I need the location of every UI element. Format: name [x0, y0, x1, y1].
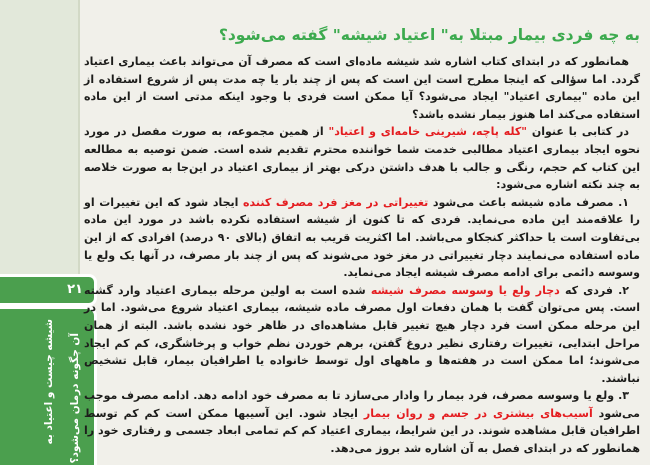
highlight-phrase: دچار ولع یا وسوسه مصرف شیشه [370, 283, 560, 297]
chapter-title-line2: آن چگونه درمان می‌شود؟ [69, 333, 81, 464]
paragraph [84, 387, 640, 457]
text-run: ایجاد شود که این تغییرات او را علاقه‌مند این ماده می‌نماید. فردی که تا کنون از شیشه استفاده نکرده باشد در مورد این ماده بی‌تفاوت است یا حداکثر کنجکاو می‌باشد. اما اکثریت قریب به اتفاق (بالای ۹۰ درصد) افرادی که از این ماده استفاده می‌نمایند دچار تغییراتی در مغز خود می‌شوند که پس از چند بار مصرف، در آنها یک ولع یا وسوسه دائمی برای ادامه مصرف شیشه ایجاد می‌نماید. [84, 195, 640, 280]
text-run: شده است به اولین مرحله بیماری اعتیاد وارد گشته است. پس می‌توان گفت با همان دفعات اول مصرف ماده شیشه، بیماری اعتیاد شروع می‌شود. اما در این مرحله ممکن است فرد دچار هیچ تغییر قابل مشاهده‌ای در ظاهر خود نشده باشد. البته از همان مراحل ابتدایی، تغییرات رفتاری نظیر دروغ گفتن، برهم خوردن نظم خواب و پرخاشگری، کم کم ایجاد می‌شوند؛ اما ممکن است در هفته‌ها و ماههای اول توسط خانواده یا اطرافیان بیمار، قابل تشخیص نباشند. [84, 283, 640, 385]
highlight-phrase: آسیب‌های بیشتری در جسم و روان بیمار [363, 406, 593, 420]
highlight-phrase: "کله پاچه، شیرینی خامه‌ای و اعتیاد" [328, 125, 527, 139]
page-number-badge: ۲۱ [0, 274, 97, 306]
paragraph [84, 194, 640, 282]
paragraph [84, 123, 640, 193]
text-run: ۳. ولع یا وسوسه مصرف، فرد بیمار را وادار می‌سازد تا به مصرف خود ادامه دهد. ادامه مصرف موجب می‌شود [84, 389, 640, 420]
text-run: همانطور که در ابتدای کتاب اشاره شد شیشه ماده‌ای است که مصرف آن می‌تواند باعث بیماری اعتیاد گردد. اما سؤالی که اینجا مطرح است این است که پس از چند بار یا چه مدت پس از شروع استفاده از این ماده "بیماری اعتیاد" ایجاد می‌شود؟ آیا ممکن است فردی با وجود اینکه مدتی است از این ماده استفاده می‌کند اما هنوز بیمار نشده باشد؟ [84, 55, 640, 121]
text-run: ایجاد شود. این آسیبها ممکن است کم کم توسط اطرافیان قابل مشاهده شوند. در این شرایط، بیماری اعتیاد کم کم تمامی ابعاد جسمی و رفتاری خود را همانطور که در ابتدای فصل به آن اشاره شد بروز می‌دهد. [84, 406, 640, 456]
text-run: از همین مجموعه، به صورت مفصل در مورد نحوه ایجاد بیماری اعتیاد مطالبی خدمت شما خواننده محترم تقدیم شده است. ضمن توصیه به مطالعه این کتاب کم حجم، رنگی و جالب با هدف داشتن درکی بهتر از بیماری اعتیاد در این‌جا به صورت خلاصه به چند نکته اشاره می‌شود: [84, 125, 640, 192]
chapter-title-line1: شیشه چیست و اعتیاد به [43, 319, 55, 445]
paragraph [84, 53, 640, 123]
chapter-title-vertical [36, 319, 88, 465]
highlight-phrase: تغییراتی در مغز فرد مصرف کننده [243, 195, 429, 209]
page-content [84, 26, 640, 458]
text-run: در کتابی با عنوان [527, 125, 629, 139]
chapter-tab [0, 306, 97, 465]
text-run: ۲. فردی که [559, 283, 629, 297]
paragraph [84, 282, 640, 388]
page-title: به چه فردی بیمار مبتلا به" اعتیاد شیشه" گفته می‌شود؟ [218, 26, 640, 44]
body-paragraphs [84, 53, 640, 458]
text-run: ۱. مصرف ماده شیشه باعث می‌شود [428, 195, 629, 209]
